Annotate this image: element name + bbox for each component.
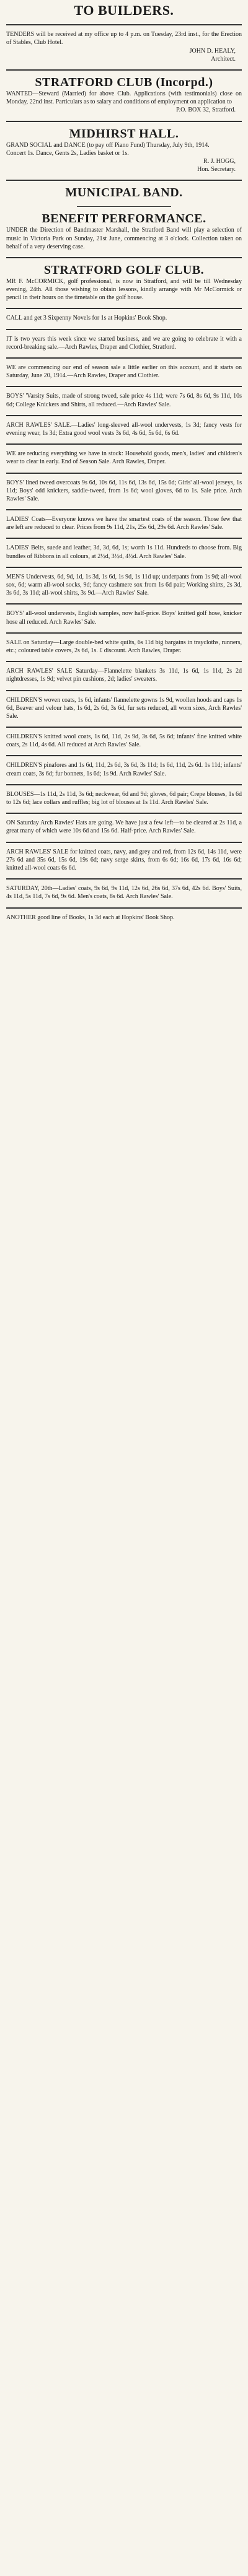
ad-heading: STRATFORD CLUB (Incorpd.) [35,76,213,90]
ad-text: SATURDAY, 20th—Ladies' coats, 9s 6d, 9s 11d, 12s 6d, 26s 6d, 37s 6d, 42s 6d. Boys' Suits, 4s 11d, 5s 11d, 7s 6d, 9s 6d. Men's coats, 8s 6d. Arch Rawles' Sale. [6,885,244,901]
ad-text: WANTED—Steward (Married) for above Club. Applications (with testimonials) close on Monday, 22nd inst. Particulars as to salary and conditions of employment on application to [6,90,244,106]
column-rule [6,632,242,634]
column-rule [6,813,242,814]
ad-signature: Architect. [211,55,236,63]
column-rule [6,509,242,510]
column-rule [6,603,242,605]
advertisement [6,848,242,873]
advertisement [6,127,242,174]
ad-text: MEN'S Undervests, 6d, 9d, 1d, 1s 3d, 1s 6d, 1s 9d, 1s 11d up; underpants from 1s 9d; all-wool sox, 6d; warm all-wool socks, 9d; fancy cashmere sox from 1s 6d pair; Working shirts, 2s 3d, 3s 6d, 3s 11d; all-wool shirts, 3s 9d.—Arch Rawles' Sale. [6,573,244,597]
ad-text: CALL and get 3 Sixpenny Novels for 1s at Hopkins' Book Shop. [6,315,167,322]
column-rule [6,878,242,880]
column-rule [6,842,242,843]
advertisement [6,667,242,683]
column-rule [6,661,242,662]
column-rule [6,24,242,25]
ad-text: ARCH RAWLES' SALE.—Ladies' long-sleeved all-wool undervests, 1s 3d; fancy vests for evening wear, 1s 3d; Extra good wool vests 3s 6d, 4s 6d, 5s 6d, 6s 6d. [6,421,244,437]
ad-signature: Hon. Secretary. [197,166,236,173]
column-rule [6,308,242,309]
advertisement [6,761,242,777]
advertisement [6,335,242,351]
advertisement [6,639,242,655]
ad-text: UNDER the Direction of Bandmaster Marshall, the Stratford Band will play a selection of music in Victoria Park on Sunday, 21st June, commencing at 3 o'clock. Collection taken on behalf of a very deserving case. [6,227,244,250]
column-rule [6,257,242,258]
advertisement [6,544,242,560]
column-rule [6,180,242,181]
ad-text: WE are commencing our end of season sale a little earlier on this account, and it starts on Saturday, June 20, 1914.—Arch Rawles, Draper and Clothier. [6,364,244,380]
page-heading: TO BUILDERS. [74,2,174,18]
ad-text: BOYS' 'Varsity Suits, made of strong tweed, sale price 4s 11d; were 7s 6d, 8s 6d, 9s 11d, 10s 6d; College Knickers and Shirts, all reduced.—Arch Rawles' Sale. [6,393,244,408]
advertisement [6,696,242,721]
column-rule [6,784,242,785]
ad-text: ANOTHER good line of Books, 1s 3d each at Hopkins' Book Shop. [6,914,175,921]
ad-text: IT is two years this week since we started business, and we are going to celebrate it with a record-breaking sale.—Arch Rawles, Draper and Clothier, Stratford. [6,335,244,351]
ad-text: LADIES' Coats—Everyone knows we have the smartest coats of the season. Those few that are left are reduced to clear. Prices from 9s 11d, 21s, 25s 6d, 29s 6d. Arch Rawles' Sale. [6,516,244,531]
column-rule [6,329,242,330]
ad-heading: STRATFORD GOLF CLUB. [43,263,205,277]
ad-text: BOYS' lined tweed overcoats 9s 6d, 10s 6d, 11s 6d, 13s 6d, 15s 6d; Girls' all-wool jerseys, 1s 11d; Boys' odd knickers, saddle-tweed, from 1s 6d; wool gloves, 6d to 1s. Sale price. Arch Rawles' Sale. [6,479,244,502]
ad-subheading: BENEFIT PERFORMANCE. [42,212,206,226]
advertisement [6,186,242,251]
column-rule [6,121,242,122]
ad-text: CHILDREN'S pinafores and 1s 6d, 11d, 2s 6d, 3s 6d, 3s 11d; 1s 6d, 11d, 2s 6d. 1s 11d; infants' cream coats, 3s 6d; fur bonnets, 1s 6d; 1s 9d. Arch Rawles' Sale. [6,762,244,777]
column-rule [6,567,242,568]
ad-text: CHILDREN'S knitted wool coats, 1s 6d, 11d, 2s 9d, 3s 6d, 5s 6d; infants' fine knitted white coats, 2s 11d, 4s 6d. All reduced at Arch Rawles' Sale. [6,733,244,749]
advertisement [6,450,242,466]
advertisement [6,609,242,626]
advertisement [6,733,242,749]
ad-text: GRAND SOCIAL and DANCE (to pay off Piano Fund) Thursday, July 9th, 1914. [6,141,210,149]
heading-rule [77,206,171,207]
ad-text: BOYS' all-wool undervests, English samples, now half-price. Boys' knitted golf hose, knicker hose all reduced. Arch Rawles' Sale. [6,610,244,626]
advertisement [6,790,242,806]
advertisement [6,421,242,437]
advertisement [6,573,242,598]
ad-text: WE are reducing everything we have in stock: Household goods, men's, ladies' and children's wear to clear in early. End of Season Sale. Arch Rawles, Draper. [6,450,244,466]
column-rule [6,415,242,416]
ad-heading: MUNICIPAL BAND. [65,186,183,200]
column-rule [6,690,242,691]
ad-heading: MIDHIRST HALL. [69,126,179,141]
advertisement [6,819,242,835]
column-rule [6,443,242,445]
advertisement [6,515,242,531]
advertisement [6,392,242,408]
advertisement [6,479,242,504]
advertisement [6,314,242,322]
ad-signature: R. J. HOGG, [203,157,236,165]
ad-signature: P.O. BOX 32, Stratford. [176,107,236,114]
ad-text: ARCH RAWLES' SALE Saturday—Flannelette blankets 3s 11d, 1s 6d, 1s 11d, 2s 2d nightdresses, 1s 9d; velvet pin cushions, 2d; ladies' sweaters. [6,668,244,683]
advertisement [6,914,242,922]
advertisement [6,263,242,302]
ad-text: LADIES' Belts, suede and leather, 3d, 3d, 6d, 1s; worth 1s 11d. Hundreds to choose from. Big bundles of Ribbons in all colours, at 2½d, 3½d, 4½d. Arch Rawles' Sale. [6,544,244,560]
column-rule [6,755,242,756]
ad-text: SALE on Saturday—Large double-bed white quilts, 6s 11d big bargains in traycloths, runners, etc.; coloured table covers, 2s 6d, 1s. £ discount. Arch Rawles, Draper. [6,639,244,654]
advertisement [6,884,242,901]
column-rule [6,473,242,474]
advertisement-list [6,24,242,921]
ad-text: TENDERS will be received at my office up to 4 p.m. on Tuesday, 23rd inst., for the Erection of Stables, Club Hotel. [6,31,244,46]
column-rule [6,357,242,359]
ad-text: CHILDREN'S woven coats, 1s 6d, infants' flannelette gowns 1s 9d, woollen hoods and caps 1s 6d, Beaver and velour hats, 1s 6d, 2s 6d, 3s 6d, fur sets reduced, all worn sizes, Arch Rawles' Sale. [6,696,244,720]
column-rule [6,727,242,728]
column-rule [6,538,242,539]
column-rule [6,907,242,909]
ad-signature: JOHN D. HEALY, [189,47,236,55]
column-rule [6,69,242,71]
ad-text: Concert 1s. Dance, Gents 2s, Ladies basket or 1s. [6,149,129,157]
advertisement [6,364,242,380]
ad-text: ON Saturday Arch Rawles' Hats are going. We have just a few left—to be cleared at 2s 11d, a great many of which were 10s 6d and 15s 6d. Half-price. Arch Rawles' Sale. [6,819,244,835]
ad-text: ARCH RAWLES' SALE for knitted coats, navy, and grey and red, from 12s 6d, 14s 11d, were 27s 6d and 35s 6d, 15s 6d, 19s 6d; navy serge skirts, from 6s 6d; 16s 6d, 17s 6d, 16s 6d; knitted all-wool coats 6s 6d. [6,848,244,871]
column-rule [6,386,242,387]
advertisement [6,76,242,115]
ad-text: MR F. McCORMICK, golf professional, is now in Stratford, and will be till Wednesday evening, 24th. All those wishing to obtain lessons, kindly arrange with Mr McCormick or pencil in their hours on the timetable on the golf house. [6,277,244,302]
ad-text: BLOUSES—1s 11d, 2s 11d, 3s 6d; neckwear, 6d and 9d; gloves, 6d pair; Crepe blouses, 1s 6d to 12s 6d; lace collars and ruffles; big lot of blouses at 1s 11d. Arch Rawles' Sale. [6,790,244,806]
advertisement [6,30,242,63]
